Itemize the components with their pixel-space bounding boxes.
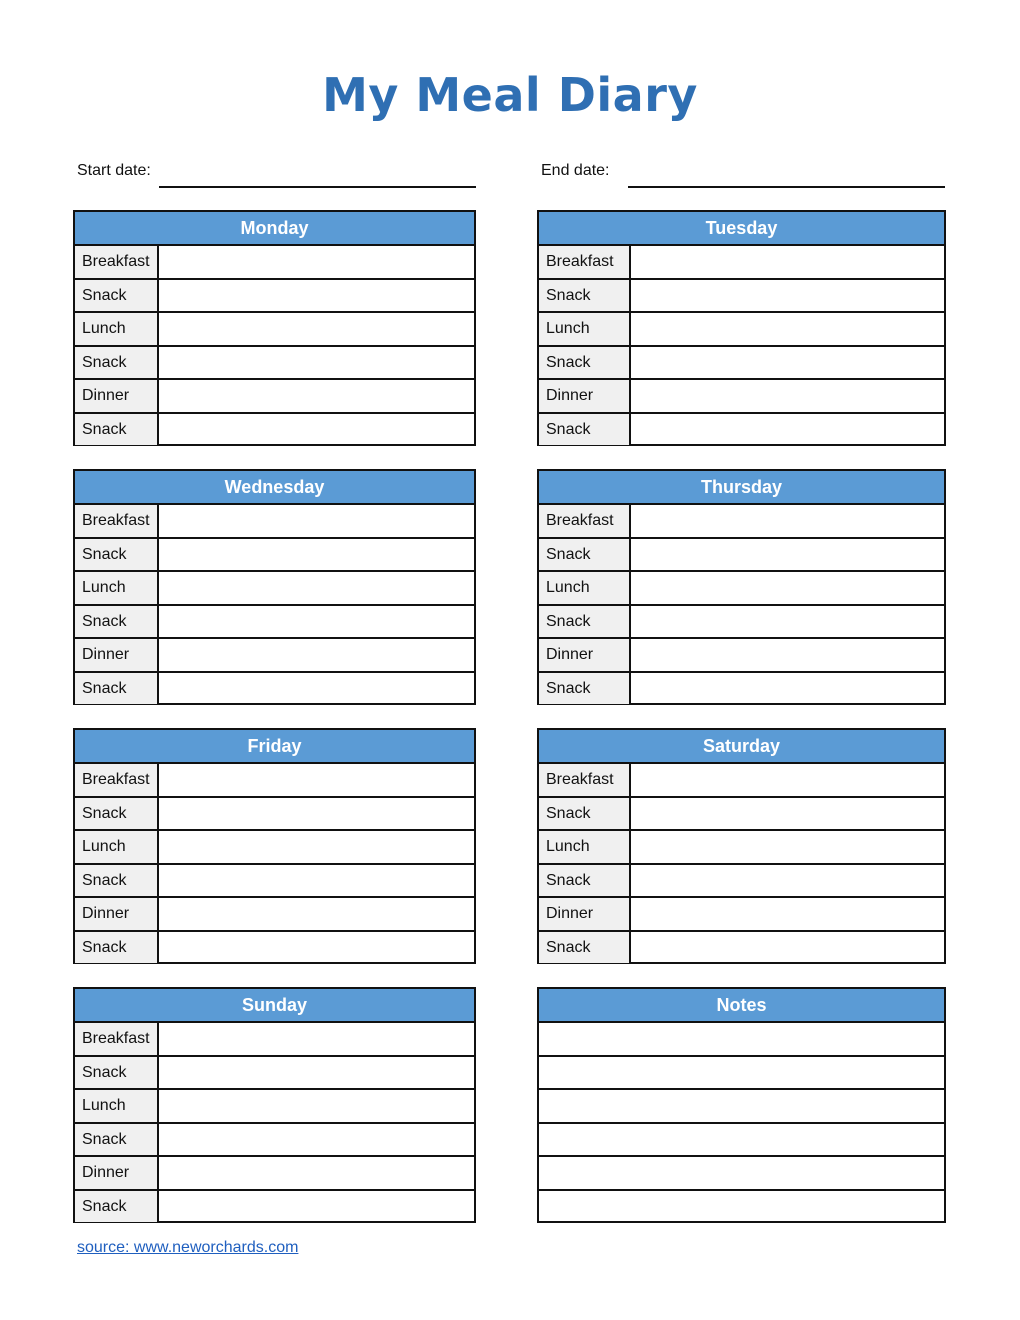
meal-label: Snack	[75, 932, 159, 964]
meal-row	[539, 414, 944, 446]
meal-row	[75, 764, 474, 798]
meal-label: Breakfast	[75, 1023, 159, 1055]
meal-entry-field[interactable]	[631, 505, 944, 537]
meal-row	[539, 831, 944, 865]
meal-row	[75, 1057, 474, 1091]
meal-entry-field[interactable]	[631, 764, 944, 796]
meal-row	[75, 639, 474, 673]
day-table-friday	[73, 728, 476, 964]
notes-entry-field[interactable]	[539, 1157, 944, 1189]
notes-entry-field[interactable]	[539, 1191, 944, 1223]
meal-entry-field[interactable]	[159, 313, 474, 345]
meal-label: Lunch	[75, 313, 159, 345]
meal-entry-field[interactable]	[159, 1057, 474, 1089]
meal-row	[75, 1157, 474, 1191]
meal-entry-field[interactable]	[159, 414, 474, 446]
meal-row	[539, 639, 944, 673]
meal-entry-field[interactable]	[159, 1090, 474, 1122]
meal-label: Dinner	[75, 380, 159, 412]
meal-entry-field[interactable]	[159, 932, 474, 964]
meal-row	[75, 1023, 474, 1057]
meal-label: Dinner	[539, 898, 631, 930]
meal-label: Snack	[75, 1191, 159, 1223]
meal-row	[539, 865, 944, 899]
meal-entry-field[interactable]	[631, 280, 944, 312]
notes-entry-field[interactable]	[539, 1090, 944, 1122]
notes-line[interactable]	[539, 1157, 944, 1191]
meal-label: Snack	[75, 1057, 159, 1089]
meal-entry-field[interactable]	[159, 865, 474, 897]
meal-label: Breakfast	[539, 764, 631, 796]
meal-entry-field[interactable]	[631, 798, 944, 830]
day-table-tuesday	[537, 210, 946, 446]
meal-label: Lunch	[75, 572, 159, 604]
day-header: Friday	[75, 730, 474, 764]
meal-label: Snack	[75, 673, 159, 705]
meal-entry-field[interactable]	[631, 865, 944, 897]
source-link[interactable]: source: www.neworchards.com	[77, 1239, 299, 1256]
meal-label: Snack	[539, 539, 631, 571]
meal-label: Snack	[75, 414, 159, 446]
meal-row	[539, 673, 944, 705]
start-date-label: Start date:	[77, 162, 151, 179]
meal-label: Dinner	[75, 1157, 159, 1189]
meal-row	[539, 280, 944, 314]
meal-label: Dinner	[539, 380, 631, 412]
meal-row	[75, 898, 474, 932]
meal-label: Breakfast	[75, 505, 159, 537]
meal-entry-field[interactable]	[159, 673, 474, 705]
meal-row	[75, 572, 474, 606]
meal-label: Breakfast	[75, 764, 159, 796]
meal-entry-field[interactable]	[159, 1191, 474, 1223]
meal-label: Dinner	[75, 639, 159, 671]
day-table-thursday	[537, 469, 946, 705]
notes-line[interactable]	[539, 1057, 944, 1091]
meal-entry-field[interactable]	[159, 572, 474, 604]
meal-entry-field[interactable]	[631, 572, 944, 604]
meal-row	[539, 572, 944, 606]
meal-row	[539, 246, 944, 280]
meal-label: Snack	[75, 865, 159, 897]
meal-entry-field[interactable]	[631, 313, 944, 345]
meal-row	[539, 539, 944, 573]
meal-row	[75, 831, 474, 865]
meal-entry-field[interactable]	[159, 1157, 474, 1189]
meal-entry-field[interactable]	[159, 831, 474, 863]
meal-row	[75, 1090, 474, 1124]
meal-label: Snack	[75, 798, 159, 830]
meal-entry-field[interactable]	[631, 246, 944, 278]
meal-entry-field[interactable]	[631, 639, 944, 671]
notes-entry-field[interactable]	[539, 1057, 944, 1089]
meal-row	[75, 932, 474, 964]
notes-table	[537, 987, 946, 1223]
meal-label: Lunch	[75, 831, 159, 863]
meal-label: Lunch	[539, 572, 631, 604]
notes-line[interactable]	[539, 1124, 944, 1158]
meal-row	[75, 380, 474, 414]
day-header: Sunday	[75, 989, 474, 1023]
meal-label: Lunch	[539, 831, 631, 863]
meal-row	[75, 347, 474, 381]
page-title: My Meal Diary	[322, 68, 698, 122]
notes-entry-field[interactable]	[539, 1124, 944, 1156]
meal-label: Snack	[539, 280, 631, 312]
meal-entry-field[interactable]	[159, 505, 474, 537]
meal-label: Dinner	[75, 898, 159, 930]
meal-entry-field[interactable]	[159, 347, 474, 379]
meal-entry-field[interactable]	[631, 539, 944, 571]
meal-row	[75, 798, 474, 832]
meal-entry-field[interactable]	[159, 764, 474, 796]
notes-line[interactable]	[539, 1191, 944, 1223]
meal-row	[539, 764, 944, 798]
meal-entry-field[interactable]	[159, 280, 474, 312]
meal-label: Snack	[539, 865, 631, 897]
meal-entry-field[interactable]	[631, 932, 944, 964]
meal-row	[75, 606, 474, 640]
meal-label: Lunch	[539, 313, 631, 345]
meal-entry-field[interactable]	[631, 673, 944, 705]
meal-entry-field[interactable]	[159, 380, 474, 412]
meal-entry-field[interactable]	[631, 606, 944, 638]
meal-row	[75, 505, 474, 539]
meal-row	[75, 673, 474, 705]
day-header: Tuesday	[539, 212, 944, 246]
day-header: Saturday	[539, 730, 944, 764]
meal-row	[75, 414, 474, 446]
day-table-sunday	[73, 987, 476, 1223]
meal-label: Dinner	[539, 639, 631, 671]
meal-row	[75, 1191, 474, 1223]
meal-entry-field[interactable]	[631, 831, 944, 863]
notes-line[interactable]	[539, 1090, 944, 1124]
meal-label: Snack	[539, 347, 631, 379]
day-header: Wednesday	[75, 471, 474, 505]
meal-label: Snack	[75, 280, 159, 312]
meal-label: Snack	[75, 347, 159, 379]
day-header: Monday	[75, 212, 474, 246]
meal-entry-field[interactable]	[159, 639, 474, 671]
meal-row	[539, 313, 944, 347]
meal-entry-field[interactable]	[631, 414, 944, 446]
meal-label: Snack	[539, 798, 631, 830]
meal-row	[75, 246, 474, 280]
notes-entry-field[interactable]	[539, 1023, 944, 1055]
meal-label: Snack	[539, 414, 631, 446]
meal-label: Lunch	[75, 1090, 159, 1122]
meal-row	[75, 280, 474, 314]
meal-row	[539, 347, 944, 381]
meal-entry-field[interactable]	[159, 606, 474, 638]
meal-entry-field[interactable]	[159, 539, 474, 571]
meal-row	[75, 865, 474, 899]
day-header: Thursday	[539, 471, 944, 505]
day-table-wednesday	[73, 469, 476, 705]
meal-row	[539, 898, 944, 932]
end-date-field[interactable]	[628, 186, 945, 188]
meal-row	[75, 1124, 474, 1158]
meal-entry-field[interactable]	[159, 898, 474, 930]
meal-entry-field[interactable]	[631, 380, 944, 412]
meal-entry-field[interactable]	[159, 246, 474, 278]
day-table-saturday	[537, 728, 946, 964]
day-table-monday	[73, 210, 476, 446]
meal-entry-field[interactable]	[631, 347, 944, 379]
meal-row	[539, 505, 944, 539]
meal-label: Snack	[539, 606, 631, 638]
meal-row	[539, 380, 944, 414]
meal-label: Snack	[75, 606, 159, 638]
meal-row	[539, 798, 944, 832]
meal-row	[75, 313, 474, 347]
meal-label: Breakfast	[539, 246, 631, 278]
meal-row	[539, 606, 944, 640]
meal-label: Snack	[75, 1124, 159, 1156]
notes-header: Notes	[539, 989, 944, 1023]
meal-label: Breakfast	[75, 246, 159, 278]
meal-row	[539, 932, 944, 964]
notes-line[interactable]	[539, 1023, 944, 1057]
meal-label: Snack	[539, 932, 631, 964]
meal-entry-field[interactable]	[159, 798, 474, 830]
meal-entry-field[interactable]	[159, 1124, 474, 1156]
meal-row	[75, 539, 474, 573]
end-date-label: End date:	[541, 162, 610, 179]
meal-label: Snack	[539, 673, 631, 705]
meal-entry-field[interactable]	[159, 1023, 474, 1055]
meal-entry-field[interactable]	[631, 898, 944, 930]
meal-label: Snack	[75, 539, 159, 571]
start-date-field[interactable]	[159, 186, 476, 188]
meal-label: Breakfast	[539, 505, 631, 537]
